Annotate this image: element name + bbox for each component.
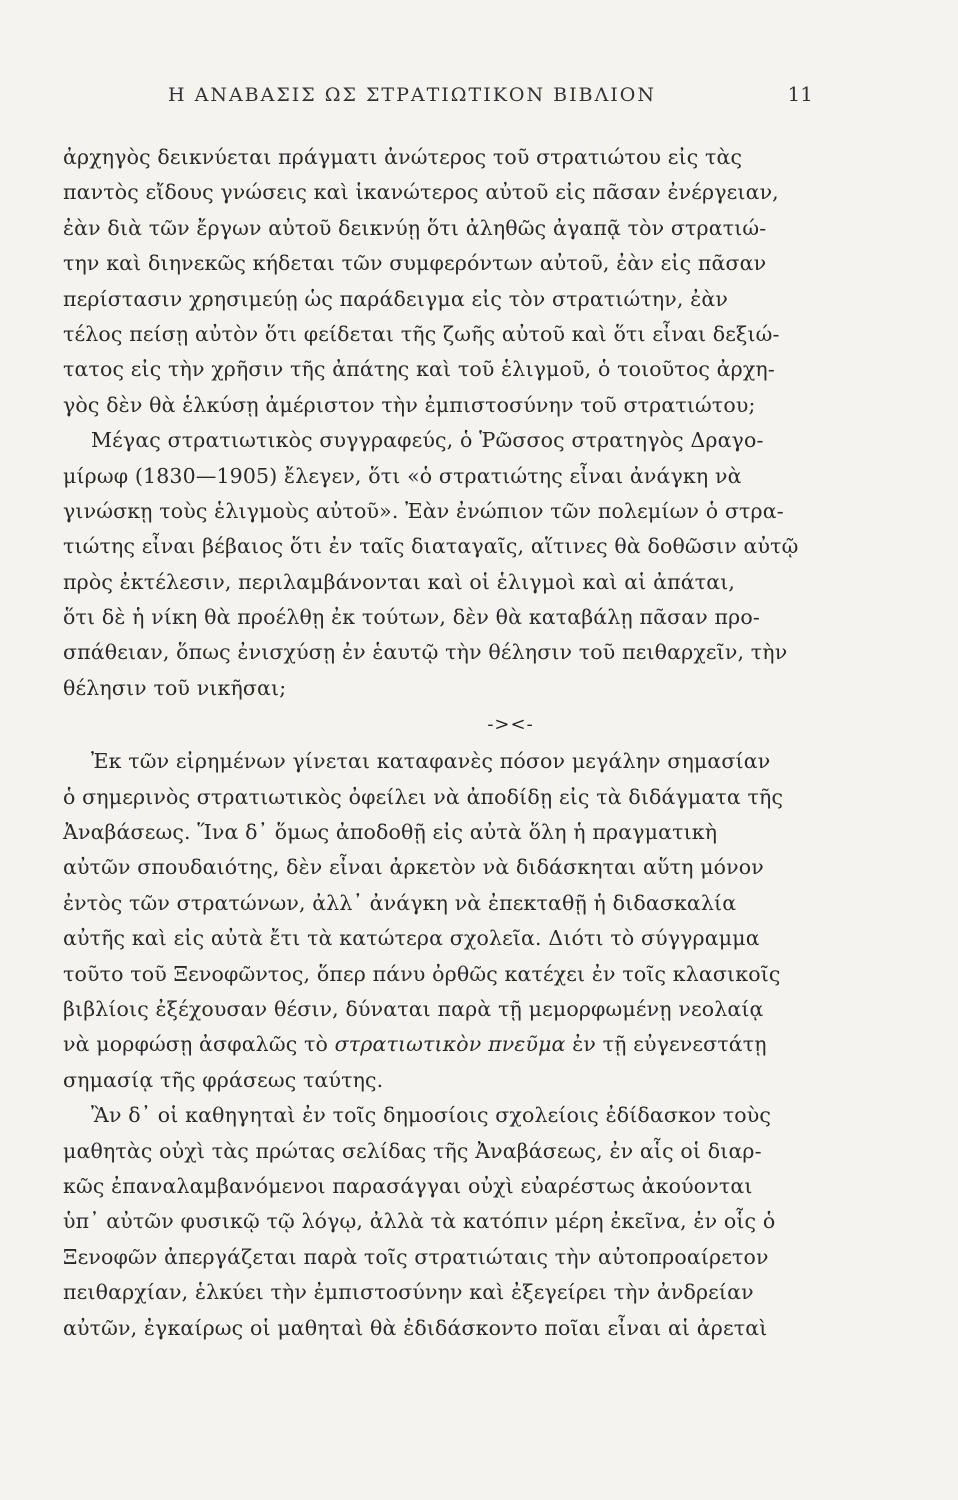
text-line: τοῦτο τοῦ Ξενοφῶντος, ὅπερ πάνυ ὀρθῶς κατέχει ἐν τοῖς κλασικοῖς [63, 961, 781, 986]
text-line: ἀρχηγὸς δεικνύεται πράγματι ἀνώτερος τοῦ στρατιώτου εἰς τὰς [63, 145, 743, 169]
text-line: ὁ σημερινὸς στρατιωτικὸς ὀφείλει νὰ ἀποδίδῃ εἰς τὰ διδάγματα τῆς [63, 784, 784, 809]
text-line: περίστασιν χρησιμεύῃ ὡς παράδειγμα εἰς τὸν στρατιώτην, ἐὰν [63, 286, 728, 311]
text-line: Ξενοφῶν ἀπεργάζεται παρὰ τοῖς στρατιώταις τὴν αὐτοπροαίρετον [63, 1244, 769, 1269]
text-line: αὐτῶν, ἐγκαίρως οἱ μαθηταὶ θὰ ἐδιδάσκοντο ποῖαι εἶναι αἱ ἀρεταὶ [63, 1315, 768, 1340]
paragraph-1 [63, 140, 808, 423]
text-line: παντὸς εἴδους γνώσεις καὶ ἱκανώτερος αὐτοῦ εἰς πᾶσαν ἐνέργειαν, [63, 180, 779, 205]
text-line: Μέγας στρατιωτικὸς συγγραφεύς, ὁ Ῥῶσσος στρατηγὸς Δραγο- [91, 428, 764, 453]
page-number: 11 [787, 82, 813, 106]
text-line: πειθαρχίαν, ἑλκύει τὴν ἐμπιστοσύνην καὶ ἐξεγείρει τὴν ἀνδρείαν [63, 1280, 754, 1305]
text-line: πρὸς ἐκτέλεσιν, περιλαμβάνονται καὶ οἱ ἑλιγμοὶ καὶ αἱ ἀπάται, [63, 569, 736, 594]
running-title: Η ΑΝΑΒΑΣΙΣ ΩΣ ΣΤΡΑΤΙΩΤΙΚΟΝ ΒΙΒΛΙΟΝ [168, 84, 657, 106]
text-line: τατος εἰς τὴν χρῆσιν τῆς ἀπάτης καὶ τοῦ ἑλιγμοῦ, ὁ τοιοῦτος ἀρχη- [63, 357, 775, 382]
text-line: Ἂν δ᾽ οἱ καθηγηταὶ ἐν τοῖς δημοσίοις σχολείοις ἐδίδασκον τοὺς [91, 1103, 771, 1128]
text-line: τιώτης εἶναι βέβαιος ὅτι ἐν ταῖς διαταγαῖς, αἵτινες θὰ δοθῶσιν αὐτῷ [63, 534, 799, 559]
text-line: θέλησιν τοῦ νικῆσαι; [63, 675, 287, 700]
text-line: ὑπ᾽ αὐτῶν φυσικῷ τῷ λόγῳ, ἀλλὰ τὰ κατόπιν μέρη ἐκεῖνα, ἐν οἷς ὁ [63, 1209, 776, 1234]
section-ornament: -><- [487, 714, 534, 736]
text-line: ἐὰν διὰ τῶν ἔργων αὐτοῦ δεικνύῃ ὅτι ἀληθῶς ἀγαπᾷ τὸν στρατιώ- [63, 215, 767, 240]
text-line: αὐτῶν σπουδαιότης, δὲν εἶναι ἀρκετὸν νὰ διδάσκηται αὕτη μόνον [63, 855, 764, 880]
text-line: αὐτῆς καὶ εἰς αὐτὰ ἔτι τὰ κατώτερα σχολεῖα. Διότι τὸ σύγγραμμα [63, 926, 760, 951]
text-line: τέλος πείσῃ αὐτὸν ὅτι φείδεται τῆς ζωῆς αὐτοῦ καὶ ὅτι εἶναι δεξιώ- [63, 321, 780, 346]
paragraph-4 [63, 1098, 808, 1346]
text-line: κῶς ἐπαναλαμβανόμενοι παρασάγγαι οὐχὶ εὐαρέστως ἀκούονται [63, 1173, 753, 1198]
emphasized-phrase: στρατιωτικὸν πνεῦμα [334, 1032, 566, 1057]
text-line: μίρωφ (1830—1905) ἔλεγεν, ὅτι «ὁ στρατιώτης εἶναι ἀνάγκη νὰ [63, 463, 742, 488]
text-line: την καὶ διηνεκῶς κήδεται τῶν συμφερόντων αὐτοῦ, ἐὰν εἰς πᾶσαν [63, 251, 767, 276]
text-line: βιβλίοις ἐξέχουσαν θέσιν, δύναται παρὰ τῇ μεμορφωμένῃ νεολαίᾳ [63, 996, 764, 1021]
paragraph-2 [63, 423, 808, 706]
text-run: ἐν τῇ εὐγενεστάτῃ [565, 1032, 767, 1057]
text-run: νὰ μορφώσῃ ἀσφαλῶς τὸ [63, 1032, 335, 1057]
text-line [63, 1027, 808, 1062]
running-head [168, 82, 813, 106]
text-line: ὅτι δὲ ἡ νίκη θὰ προέλθῃ ἐκ τούτων, δὲν θὰ καταβάλῃ πᾶσαν προ- [63, 605, 760, 630]
text-line: γινώσκῃ τοὺς ἑλιγμοὺς αὐτοῦ». Ἐὰν ἐνώπιον τῶν πολεμίων ὁ στρα- [63, 498, 784, 523]
text-line: μαθητὰς οὐχὶ τὰς πρώτας σελίδας τῆς Ἀναβάσεως, ἐν αἷς οἱ διαρ- [63, 1138, 762, 1163]
text-line: σπάθειαν, ὅπως ἐνισχύσῃ ἐν ἑαυτῷ τὴν θέλησιν τοῦ πειθαρχεῖν, τὴν [63, 640, 788, 665]
body-text [63, 140, 808, 1346]
text-line: ἐντὸς τῶν στρατώνων, ἀλλ᾽ ἀνάγκη νὰ ἐπεκταθῇ ἡ διδασκαλία [63, 890, 737, 915]
text-line: σημασίᾳ τῆς φράσεως ταύτης. [63, 1067, 384, 1092]
text-line: Ἐκ τῶν εἰρημένων γίνεται καταφανὲς πόσον μεγάλην σημασίαν [91, 749, 771, 774]
text-line: Ἀναβάσεως. Ἵνα δ᾽ ὅμως ἀποδοθῇ εἰς αὐτὰ ὅλη ἡ πραγματικὴ [63, 820, 718, 845]
text-line: γὸς δὲν θὰ ἑλκύσῃ ἀμέριστον τὴν ἐμπιστοσύνην τοῦ στρατιώτου; [63, 392, 756, 417]
paragraph-3 [63, 744, 808, 1098]
